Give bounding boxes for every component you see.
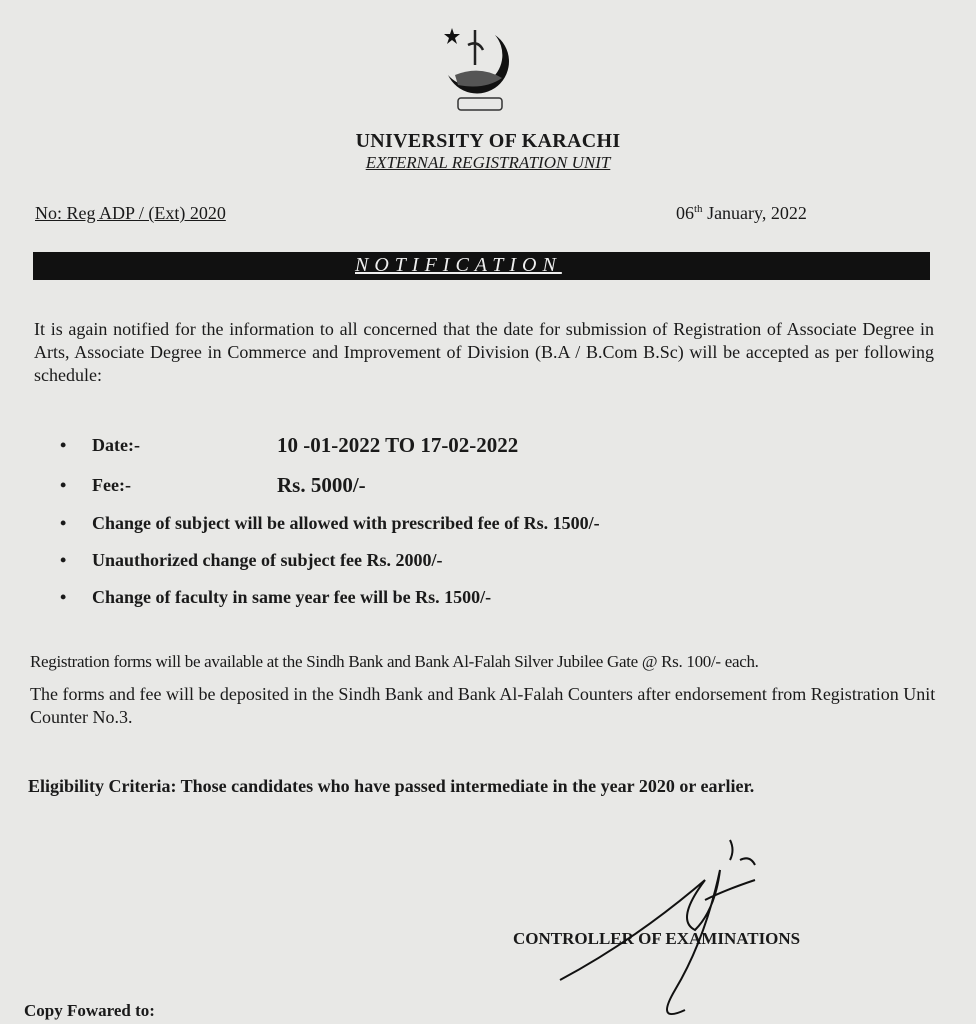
list-item: • Unauthorized change of subject fee Rs. 2000/-	[60, 542, 600, 579]
list-item: • Change of faculty in same year fee will be Rs. 1500/-	[60, 579, 600, 616]
date-suffix: th	[694, 203, 703, 215]
signature	[555, 830, 785, 1024]
intro-paragraph: It is again notified for the information to all concerned that the date for submission of Registration of Associate Degree in Arts, Associate Degree in Commerce and Improvement of Division (B.A / B.Com B.Sc) will be accepted as per following schedule:	[34, 319, 934, 385]
notification-banner	[33, 252, 930, 280]
fee-value: Rs. 5000/-	[277, 472, 366, 497]
date-month-year: January, 2022	[702, 203, 807, 223]
university-logo	[440, 20, 520, 115]
banner-text: NOTIFICATION	[355, 254, 562, 276]
fee-label: • Fee:-	[92, 474, 131, 495]
list-item: • Change of subject will be allowed with prescribed fee of Rs. 1500/-	[60, 505, 600, 542]
signatory-title: CONTROLLER OF EXAMINATIONS	[513, 929, 801, 948]
schedule-list	[60, 425, 600, 616]
copy-forwarded-label: Copy Fowared to:	[24, 1001, 155, 1020]
list-item	[60, 465, 600, 505]
reference-number: No: Reg ADP / (Ext) 2020	[35, 203, 226, 223]
date-label: • Date:-	[92, 434, 140, 455]
unit-name	[0, 153, 976, 173]
date-day: 06	[676, 203, 694, 223]
forms-text: Registration forms will be available at the Sindh Bank and Bank Al-Falah Silver Jubilee Gate @ Rs. 100/- each.	[30, 652, 759, 671]
deposit-text: The forms and fee will be deposited in the Sindh Bank and Bank Al-Falah Counters after endorsement from Registration Unit Counter No.3.	[30, 684, 936, 727]
university-name: UNIVERSITY OF KARACHI	[355, 130, 621, 152]
date-value: 10 -01-2022 TO 17-02-2022	[277, 432, 519, 457]
list-item	[60, 425, 600, 465]
unit-name-text: EXTERNAL REGISTRATION UNIT	[365, 153, 611, 172]
eligibility-criteria: Eligibility Criteria: Those candidates who have passed intermediate in the year 2020 or earlier.	[28, 776, 755, 796]
notice-date	[676, 203, 807, 224]
forms-info	[30, 650, 940, 729]
